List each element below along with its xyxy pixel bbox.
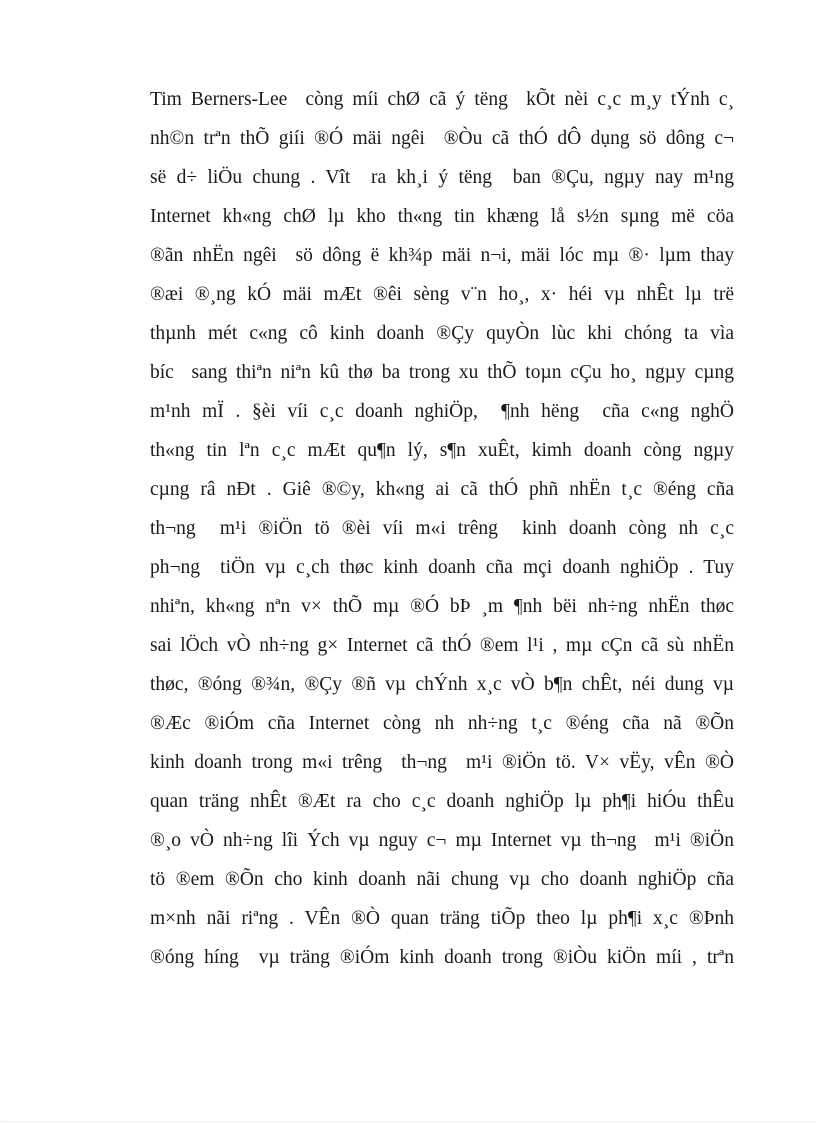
text-line: m¹nh mÏ . §èi víi c¸c doanh nghiÖp, ¶nh hëng cña c«ng nghÖ [150, 401, 734, 422]
text-line: tö ®em ®Õn cho kinh doanh nãi chung vµ cho doanh nghiÖp cña [150, 869, 734, 890]
text-line: nh©n trªn thÕ giíi ®Ó mäi ngêi ®Òu cã thÓ dÔ dụng sö dông c¬ [150, 128, 734, 149]
text-line: së d÷ liÖu chung . Vît ra kh¸i ý tëng ban ®Çu, ngµy nay m¹ng [150, 167, 734, 188]
text-line: ®æi ®¸ng kÓ mäi mÆt ®êi sèng v¨n ho¸, x· héi vµ nhÊt lµ trë [150, 284, 734, 305]
text-line: th¬ng m¹i ®iÖn tö ®èi víi m«i trêng kinh doanh còng nh c¸c [150, 518, 734, 539]
text-line: kinh doanh trong m«i trêng th¬ng m¹i ®iÖn tö. V× vËy, vÊn ®Ò [150, 752, 734, 773]
text-line: ®Æc ®iÓm cña Internet còng nh nh÷ng t¸c ®éng cña nã ®Õn [150, 713, 734, 734]
text-line: nhiªn, kh«ng nªn v× thÕ mµ ®Ó bÞ ¸m ¶nh bëi nh÷ng nhËn thøc [150, 596, 734, 617]
text-line: sai lÖch vÒ nh÷ng g× Internet cã thÓ ®em l¹i , mµ cÇn cã sù nhËn [150, 635, 734, 656]
text-line: ®óng híng vµ träng ®iÓm kinh doanh trong ®iÒu kiÖn míi , trªn [150, 947, 734, 968]
page-bottom-divider [0, 1121, 816, 1122]
text-line: cµng râ nÐt . Giê ®©y, kh«ng ai cã thÓ phñ nhËn t¸c ®éng cña [150, 479, 734, 500]
text-line: ®¸o vÒ nh÷ng lîi Ých vµ nguy c¬ mµ Internet vµ th¬ng m¹i ®iÖn [150, 830, 734, 851]
text-line: m×nh nãi riªng . VÊn ®Ò quan träng tiÕp theo lµ ph¶i x¸c ®Þnh [150, 908, 734, 929]
text-line: ®ãn nhËn ngêi sö dông ë kh¾p mäi n¬i, mäi lóc mµ ®· lµm thay [150, 245, 734, 266]
text-line: Tim Berners-Lee còng míi chØ cã ý tëng kÕt nèi c¸c m¸y tÝnh c¸ [150, 89, 734, 110]
text-line: bíc sang thiªn niªn kû thø ba trong xu thÕ toµn cÇu ho¸ ngµy cµng [150, 362, 734, 383]
text-line: th«ng tin lªn c¸c mÆt qu¶n lý, s¶n xuÊt, kimh doanh còng ngµy [150, 440, 734, 461]
text-line: quan träng nhÊt ®Æt ra cho c¸c doanh nghiÖp lµ ph¶i hiÓu thÊu [150, 791, 734, 812]
text-line: thøc, ®óng ®¾n, ®Çy ®ñ vµ chÝnh x¸c vÒ b¶n chÊt, néi dung vµ [150, 674, 734, 695]
body-text [150, 80, 734, 977]
text-line: ph¬ng tiÖn vµ c¸ch thøc kinh doanh cña mçi doanh nghiÖp . Tuy [150, 557, 734, 578]
text-line: Internet kh«ng chØ lµ kho th«ng tin khæng lå s½n sµng më cöa [150, 206, 734, 227]
text-line: thµnh mét c«ng cô kinh doanh ®Çy quyÒn lùc khi chóng ta vìa [150, 323, 734, 344]
